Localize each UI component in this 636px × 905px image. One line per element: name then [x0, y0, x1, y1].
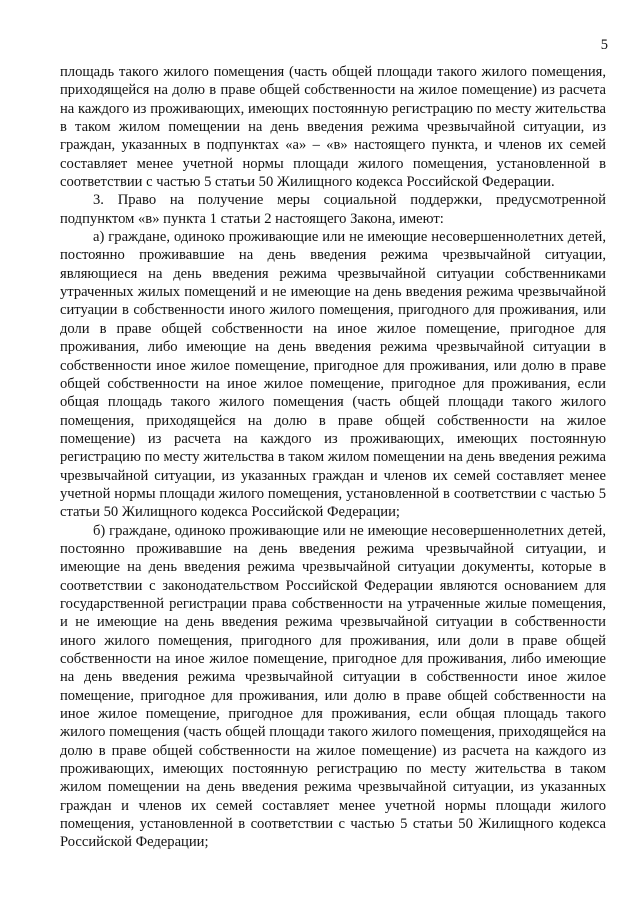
- page-number: 5: [600, 37, 608, 53]
- paragraph-subclause-b: б) граждане, одиноко проживающие или не имеющие несовершеннолетних детей, постоянно проживавшие на день введения режима чрезвычайной ситуации, и имеющие на день введения режима чрезвычайной ситуации документы, которые в соответствии с законодательством Российской Федерации являются основанием для государственной регистрации права собственности на утраченные жилые помещения, и не имеющие на день введения режима чрезвычайной ситуации в собственности иного жилого помещения, пригодного для проживания, или доли в праве общей собственности на иное жилое помещение, пригодное для проживания, либо имеющие на день введения режима чрезвычайной ситуации в собственности иное жилое помещение, пригодное для проживания, или долю в праве общей собственности на иное жилое помещение, пригодное для проживания, если общая площадь такого жилого помещения (часть общей площади такого жилого помещения, приходящейся на долю в праве общей собственности на жилое помещение) из расчета на каждого из проживающих, имеющих постоянную регистрацию по месту жительства в таком жилом помещении на день введения режима чрезвычайной ситуации, из указанных граждан и членов их семей составляет менее учетной нормы площади жилого помещения, установленной в соответствии с частью 5 статьи 50 Жилищного кодекса Российской Федерации;: [60, 522, 606, 851]
- paragraph-subclause-a: а) граждане, одиноко проживающие или не имеющие несовершеннолетних детей, постоянно проживавшие на день введения режима чрезвычайной ситуации, являющиеся на день введения режима чрезвычайной ситуации собственниками утраченных жилых помещений и не имеющие на день введения режима чрезвычайной ситуации в собственности иного жилого помещения, пригодного для проживания, или доли в праве общей собственности на иное жилое помещение, пригодное для проживания, либо имеющие на день введения режима чрезвычайной ситуации в собственности иное жилое помещение, пригодное для проживания, или долю в праве общей собственности на иное жилое помещение, пригодное для проживания, если общая площадь такого жилого помещения (часть общей площади такого жилого помещения, приходящейся на долю в праве общей собственности на жилое помещение) из расчета на каждого из проживающих, имеющих постоянную регистрацию по месту жительства в таком жилом помещении на день введения режима чрезвычайной ситуации, из указанных граждан и членов их семей составляет менее учетной нормы площади жилого помещения, установленной в соответствии с частью 5 статьи 50 Жилищного кодекса Российской Федерации;: [60, 229, 606, 521]
- paragraph-continuation: площадь такого жилого помещения (часть общей площади такого жилого помещения, приходящейся на долю в праве общей собственности на жилое помещение) из расчета на каждого из проживающих, имеющих постоянную регистрацию по месту жительства в таком жилом помещении на день введения режима чрезвычайной ситуации, из граждан, указанных в подпунктах «а» – «в» настоящего пункта, и членов их семей составляет менее учетной нормы площади жилого помещения, установленной в соответствии с частью 5 статьи 50 Жилищного кодекса Российской Федерации.: [60, 64, 606, 191]
- document-body: [60, 63, 606, 852]
- paragraph-clause-3: 3. Право на получение меры социальной поддержки, предусмотренной подпунктом «в» пункта 1 статьи 2 настоящего Закона, имеют:: [60, 192, 606, 227]
